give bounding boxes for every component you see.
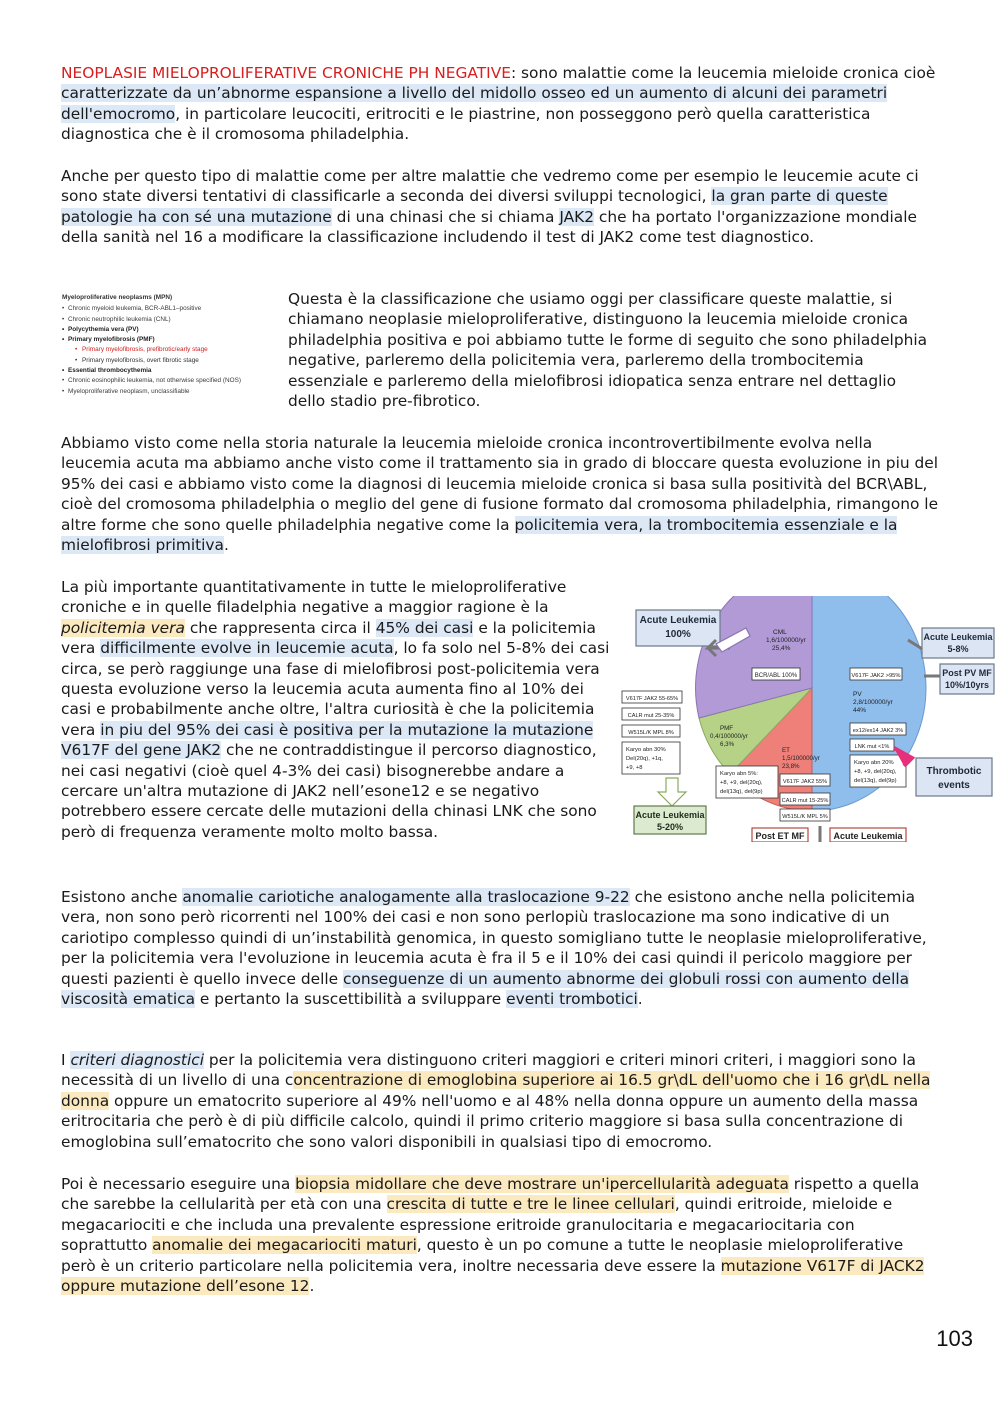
- paragraph-classification: [61, 166, 941, 248]
- text: rispetto a quella che sarebbe la cellularità per età con una: [61, 1175, 920, 1214]
- highlight: biopsia midollare che deve mostrare un'ipercellularità adeguata: [295, 1175, 789, 1193]
- svg-text:del(13q), del(9p): del(13q), del(9p): [720, 789, 763, 795]
- lnk-box: [850, 739, 894, 751]
- highlight: conseguenze di un aumento abnorme dei globuli rossi con aumento della viscosità ematica: [61, 969, 910, 1009]
- text: Abbiamo visto come nella storia naturale la leucemia mieloide cronica incontrovertibilmente evolva nella leucemia acuta ma abbiamo anche visto come il trattamento sia in grado di bloccare questa evoluzione in piu del 95% dei casi e abbiamo visto come la diagnosi di leucemia mieloide cronica si basa sulla positività del BCR\ABL, cioè del cromosoma philadelphia o meglio del gene di fusione formato dal cromosoma philadelphia, rimangono le altre forme che sono quelle philadelphia negative come la: [61, 434, 939, 534]
- mpn-subitem: • Primary myelofibrosis, prefibrotic/early stage: [62, 345, 284, 355]
- svg-text:0,4/100000/yr: 0,4/100000/yr: [710, 733, 748, 740]
- svg-text:6,3%: 6,3%: [720, 741, 735, 748]
- text: Poi è necessario eseguire una: [61, 1175, 296, 1193]
- svg-text:CML: CML: [773, 629, 787, 636]
- svg-text:5-20%: 5-20%: [656, 822, 684, 832]
- acute-leukemia-box-right: [922, 628, 994, 658]
- svg-text:V617F JAK2 55-65%: V617F JAK2 55-65%: [625, 696, 679, 702]
- svg-text:V617F JAK2 55%: V617F JAK2 55%: [782, 779, 828, 785]
- svg-text:Post PV MF: Post PV MF: [942, 668, 992, 678]
- mpn-item: • Chronic neutrophilic leukemia (CNL): [62, 315, 284, 325]
- svg-text:+8, +9, del(20q),: +8, +9, del(20q),: [720, 780, 763, 786]
- svg-text:Post ET MF: Post ET MF: [755, 831, 805, 841]
- mpn-pie-diagram: [612, 590, 998, 842]
- highlight: in piu del 95% dei casi è positiva per la mutazione la mutazione V617F del gene JAK2: [61, 720, 594, 760]
- svg-text:PV: PV: [853, 691, 862, 698]
- et-karyo-box: [716, 766, 778, 798]
- highlight: policitemia vera: [61, 618, 185, 637]
- highlight: anomalie dei megacariociti maturi: [152, 1236, 417, 1255]
- mpn-item: • Essential thrombocythemia: [62, 366, 284, 376]
- mpn-subitem: • Primary myelofibrosis, overt fibrotic stage: [62, 356, 284, 366]
- svg-text:W515L/K MPL 8%: W515L/K MPL 8%: [628, 730, 674, 736]
- text: , lo fa solo nel 5-8% dei casi circa, se però raggiunge una fase di mielofibrosi post-policitemia vera questa evoluzione verso la leucemia acuta aumenta fino al 10% dei casi e probabilmente anche oltre, l'altra curiosità è che la policitemia vera: [61, 639, 610, 739]
- mpn-item: • Primary myelofibrosis (PMF): [62, 335, 284, 345]
- svg-text:+9, +8: +9, +8: [626, 765, 643, 771]
- paragraph-biopsy: [61, 1174, 941, 1296]
- ex12-box: [850, 723, 906, 735]
- text: oppure un ematocrito superiore al 49% nell'uomo e al 48% nella donna oppure un aumento della massa eritrocitaria che però è di più difficile calcolo, quindi il primo criterio maggiore si basa sulla concentrazione di emoglobina sull’ematocrito che sono valori disponibili in qualsiasi tipo di emocromo.: [61, 1091, 919, 1151]
- pv-jak2-box: [850, 668, 902, 680]
- post-et-mf-box: [752, 828, 808, 842]
- mpn-item: • Chronic eosinophilic leukemia, not otherwise specified (NOS): [62, 376, 284, 386]
- svg-text:1,5/100000/yr: 1,5/100000/yr: [782, 755, 820, 762]
- svg-text:LNK mut <1%: LNK mut <1%: [854, 744, 890, 750]
- paragraph-classification-note: Questa è la classificazione che usiamo oggi per classificare queste malattie, si chiamano neoplasie mieloproliferative, distinguono la leucemia mieloide cronica philadelphia positiva e poi abbiamo tutte le forme di seguito che sono philadelphia negative, parleremo della policitemia vera, parleremo della trombocitemia essenziale e parleremo della mielofibrosi idiopatica senza entrare nel dettaglio dello stadio pre-fibrotico.: [288, 290, 928, 411]
- pmf-mpl-box: [622, 725, 680, 737]
- highlight: caratterizzate da un’abnorme espansione a livello del midollo osseo ed un aumento di alcuni dei parametri dell'emocromo: [61, 84, 888, 123]
- svg-text:23,8%: 23,8%: [782, 763, 800, 770]
- et-calr-box: [780, 793, 830, 805]
- paragraph-natural-history: [61, 433, 941, 555]
- highlight: criteri diagnostici: [70, 1051, 204, 1069]
- svg-text:1,6/100000/yr: 1,6/100000/yr: [766, 637, 806, 644]
- text: Anche per questo tipo di malattie come per altre malattie che vedremo come per esempio le leucemie acute ci sono state diversi tentativi di classificarle a seconda dei diversi sviluppi tecnologici,: [61, 167, 919, 206]
- highlight: eventi trombotici: [506, 990, 638, 1009]
- highlight: crescita di tutte e tre le linee cellulari: [386, 1195, 675, 1214]
- bcr-abl-box: [752, 668, 800, 680]
- mpn-title: Myeloproliferative neoplasms (MPN): [62, 294, 173, 301]
- svg-text:25,4%: 25,4%: [772, 645, 791, 652]
- mpn-item: • Polycythemia vera (PV): [62, 325, 284, 335]
- highlight: oncentrazione di emoglobina superiore ai 16.5 gr\dL dell'uomo che i 16 gr\dL nella donna: [61, 1071, 931, 1110]
- acute-leukemia-box-bottom: [830, 828, 906, 842]
- text: che ne contraddistingue il percorso diagnostico, nei casi negativi (cioè quel 4-3% dei casi) bisognerebbe andare a cercare un'altra mutazione di JAK2 nell’esone12 e se negativo potrebbero essere cercate delle mutazioni della chinasi LNK che sono però di frequenza veramente molto molto bassa.: [61, 741, 597, 841]
- text: per la policitemia vera distinguono criteri maggiori e criteri minori criteri, i maggiori sono la necessità di un livello di una c: [61, 1051, 916, 1090]
- svg-text:Karyo abn 20%: Karyo abn 20%: [854, 760, 894, 766]
- pmf-karyo-box: [622, 742, 680, 774]
- mpn-item: • Myeloproliferative neoplasm, unclassifiable: [62, 387, 284, 397]
- highlight: 45% dei casi: [375, 618, 474, 637]
- paragraph-intro: [61, 63, 941, 145]
- svg-text:Acute Leukemia: Acute Leukemia: [923, 632, 993, 642]
- svg-text:CALR mut 25-35%: CALR mut 25-35%: [627, 713, 675, 719]
- text: .: [223, 536, 229, 555]
- text: e pertanto la suscettibilità a sviluppare: [195, 990, 507, 1009]
- text: che ha portato l'organizzazione mondiale della sanità nel 16 a modificare la classificazione includendo il test di JAK2 come test diagnostico.: [61, 207, 917, 247]
- svg-text:ex12/ex14 JAK2 3%: ex12/ex14 JAK2 3%: [852, 728, 904, 734]
- svg-text:Acute Leukemia: Acute Leukemia: [639, 615, 717, 626]
- paragraph-karyotype: [61, 887, 941, 1009]
- post-pv-mf-box: [940, 664, 994, 694]
- svg-text:Karyo abn 30%: Karyo abn 30%: [626, 747, 666, 753]
- highlight: anomalie cariotiche analogamente alla traslocazione 9-22: [182, 888, 630, 906]
- pv-karyo-box: [850, 755, 906, 787]
- pmf-jak2-box: [622, 691, 682, 703]
- svg-text:W515L/K MPL 5%: W515L/K MPL 5%: [782, 814, 828, 820]
- paragraph-criteria: [61, 1050, 941, 1152]
- svg-text:10%/10yrs: 10%/10yrs: [944, 680, 990, 690]
- svg-text:44%: 44%: [853, 707, 867, 714]
- svg-text:Karyo abn 5%:: Karyo abn 5%:: [720, 771, 759, 777]
- highlight: mutazione V617F di JACK2 oppure mutazione dell’esone 12: [61, 1256, 925, 1296]
- svg-text:100%: 100%: [665, 629, 691, 640]
- text: La più importante quantitativamente in tutte le mieloproliferative croniche e in quelle filadelphia negative a maggior ragione è la: [61, 578, 567, 617]
- mpn-item: • Chronic myeloid leukemia, BCR-ABL1–positive: [62, 304, 284, 314]
- svg-text:BCR/ABL 100%: BCR/ABL 100%: [754, 673, 798, 679]
- svg-text:PMF: PMF: [720, 725, 734, 732]
- text: .: [637, 990, 643, 1009]
- text: e la policitemia vera: [61, 618, 596, 658]
- svg-text:Thrombotic: Thrombotic: [926, 766, 982, 777]
- svg-text:2,8/100000/yr: 2,8/100000/yr: [853, 699, 893, 706]
- text: che esistono anche nella policitemia vera, non sono però ricorrenti nel 100% dei casi e non sono perlopiù traslocazione ma sono indicative di un cariotipo complesso quindi di un’instabilità genomica, in questo somigliano tutte le neoplasie mieloproliferative, per la policitemia vera l'evoluzione in leucemia acuta è fra il 5 e il 10% dei casi quindi il pericolo maggiore per questi pazienti è quello invece delle: [61, 888, 927, 988]
- text: I: [61, 1051, 71, 1069]
- text: , in particolare leucociti, eritrociti e le piastrine, non posseggono però quella caratteristica diagnostica che è il cromosoma philadelphia.: [61, 104, 871, 144]
- svg-text:del(13q), del(9p): del(13q), del(9p): [854, 778, 897, 784]
- svg-text:+8, +9, del(20q),: +8, +9, del(20q),: [854, 769, 897, 775]
- text: Esistono anche: [61, 888, 183, 906]
- text: , questo è un po comune a tutte le neoplasie mieloproliferative però è un criterio particolare nella policitemia vera, inoltre necessaria deve essere la: [61, 1236, 904, 1275]
- arrow-icon: [658, 778, 686, 806]
- text: : sono malattie come la leucemia mieloide cronica cioè: [510, 64, 936, 82]
- mpn-classification-image: [62, 293, 284, 408]
- svg-text:5-8%: 5-8%: [947, 644, 969, 654]
- acute-leukemia-box-top: [636, 610, 720, 646]
- et-jak2-box: [780, 774, 830, 786]
- svg-text:Del(20q), +1q,: Del(20q), +1q,: [626, 756, 663, 762]
- text: , quindi eritroide, mieloide e megacariociti e che includa una prevalente espressione eritroide granulocitaria e megacariocitaria con soprattutto: [61, 1195, 893, 1255]
- text: .: [309, 1277, 315, 1296]
- svg-text:events: events: [938, 780, 970, 791]
- highlight: difficilmente evolve in leucemie acuta: [100, 639, 394, 658]
- svg-text:CALR mut 15-25%: CALR mut 15-25%: [781, 798, 829, 804]
- highlight: la gran parte di queste patologie ha con sé una mutazione: [61, 187, 888, 226]
- acute-leukemia-box-left: [634, 806, 706, 834]
- svg-text:V617F JAK2 >95%: V617F JAK2 >95%: [851, 673, 901, 679]
- section-heading: NEOPLASIE MIELOPROLIFERATIVE CRONICHE PH NEGATIVE: [61, 64, 511, 82]
- svg-text:Acute Leukemia: Acute Leukemia: [635, 810, 705, 820]
- et-mpl-box: [780, 809, 830, 821]
- pmf-calr-box: [622, 708, 680, 720]
- page-number: 103: [936, 1326, 973, 1351]
- svg-text:Acute Leukemia: Acute Leukemia: [833, 831, 903, 841]
- text: di una chinasi che si chiama: [331, 207, 560, 226]
- svg-text:ET: ET: [782, 747, 790, 754]
- paragraph-polycythemia: [61, 577, 611, 842]
- highlight: JAK2: [559, 207, 594, 226]
- thrombotic-events-box: [916, 758, 992, 796]
- highlight: policitemia vera, la trombocitemia essenziale e la mielofibrosi primitiva: [61, 515, 898, 555]
- text: che rappresenta circa il: [184, 618, 376, 637]
